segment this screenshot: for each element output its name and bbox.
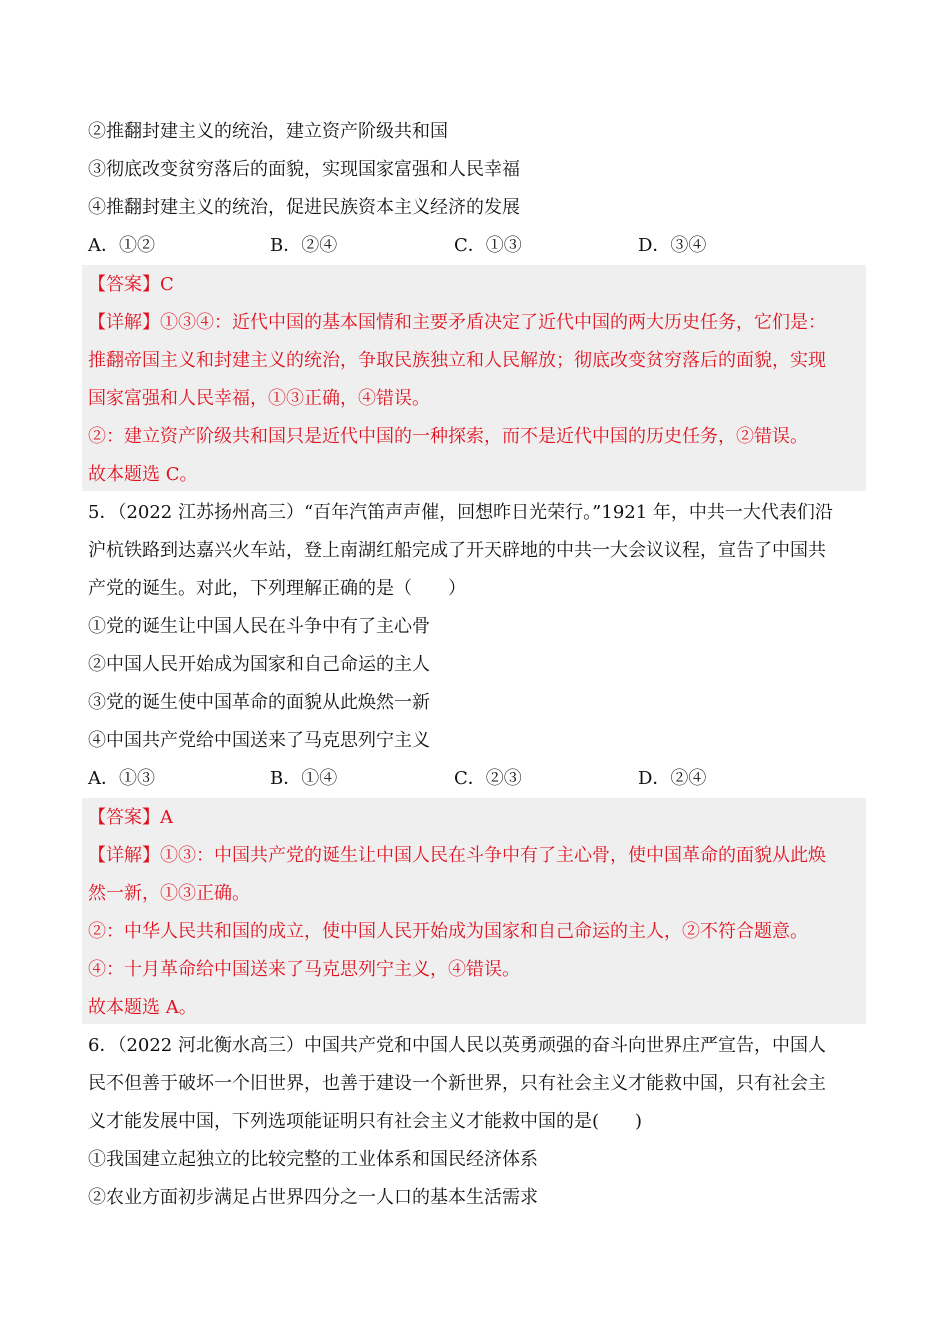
q5-option-2: ②中国人民开始成为国家和自己命运的主人: [88, 654, 430, 675]
q6-stem-line-1: 6．（2022 河北衡水高三）中国共产党和中国人民以英勇顽强的奋斗向世界庄严宣告，中国人: [88, 1035, 826, 1056]
q5-stem-line-1: 5．（2022 江苏扬州高三）“百年汽笛声声催，回想昨日光荣行。”1921 年，中共一大代表们沿: [88, 502, 833, 523]
q5-analysis-line-3: ②：中华人民共和国的成立，使中国人民开始成为国家和自己命运的主人，②不符合题意。: [88, 921, 808, 942]
q5-choice-d: D．②④: [638, 768, 707, 789]
q4-choice-a: A．①②: [88, 235, 155, 256]
q6-option-2: ②农业方面初步满足占世界四分之一人口的基本生活需求: [88, 1187, 538, 1208]
q5-answer-block: [82, 798, 866, 1024]
q5-option-4: ④中国共产党给中国送来了马克思列宁主义: [88, 730, 430, 751]
q6-option-1: ①我国建立起独立的比较完整的工业体系和国民经济体系: [88, 1149, 538, 1170]
q5-analysis-line-1: 【详解】①③：中国共产党的诞生让中国人民在斗争中有了主心骨，使中国革命的面貌从此焕: [88, 845, 826, 866]
q4-analysis-line-4: ②：建立资产阶级共和国只是近代中国的一种探索，而不是近代中国的历史任务，②错误。: [88, 426, 808, 447]
q4-choice-b: B．②④: [270, 235, 338, 256]
q5-stem-line-3: 产党的诞生。对此，下列理解正确的是（ ）: [88, 578, 466, 599]
q4-choice-c: C．①③: [454, 235, 522, 256]
q5-analysis-line-5: 故本题选 A。: [88, 997, 197, 1018]
q4-option-3: ③彻底改变贫穷落后的面貌，实现国家富强和人民幸福: [88, 159, 520, 180]
q6-stem-line-2: 民不但善于破坏一个旧世界，也善于建设一个新世界，只有社会主义才能救中国，只有社会主: [88, 1073, 826, 1094]
q4-analysis-line-2: 推翻帝国主义和封建主义的统治，争取民族独立和人民解放；彻底改变贫穷落后的面貌，实现: [88, 350, 826, 371]
q4-analysis-line-3: 国家富强和人民幸福，①③正确，④错误。: [88, 388, 430, 409]
q5-option-3: ③党的诞生使中国革命的面貌从此焕然一新: [88, 692, 430, 713]
q5-stem-line-2: 沪杭铁路到达嘉兴火车站，登上南湖红船完成了开天辟地的中共一大会议议程，宣告了中国共: [88, 540, 826, 561]
q4-option-2: ②推翻封建主义的统治，建立资产阶级共和国: [88, 121, 448, 142]
q4-choice-d: D．③④: [638, 235, 707, 256]
q5-choice-c: C．②③: [454, 768, 522, 789]
q4-option-4: ④推翻封建主义的统治，促进民族资本主义经济的发展: [88, 197, 520, 218]
q6-stem-line-3: 义才能发展中国，下列选项能证明只有社会主义才能救中国的是( ): [88, 1111, 643, 1132]
q5-option-1: ①党的诞生让中国人民在斗争中有了主心骨: [88, 616, 430, 637]
q5-analysis-line-2: 然一新，①③正确。: [88, 883, 250, 904]
q4-answer: 【答案】C: [88, 274, 174, 295]
q5-choice-a: A．①③: [88, 768, 155, 789]
q5-answer: 【答案】A: [88, 807, 173, 828]
q5-analysis-line-4: ④：十月革命给中国送来了马克思列宁主义，④错误。: [88, 959, 520, 980]
q4-answer-block: [82, 265, 866, 491]
q4-analysis-line-1: 【详解】①③④：近代中国的基本国情和主要矛盾决定了近代中国的两大历史任务，它们是：: [88, 312, 826, 333]
q5-choice-b: B．①④: [270, 768, 338, 789]
q4-analysis-line-5: 故本题选 C。: [88, 464, 198, 485]
